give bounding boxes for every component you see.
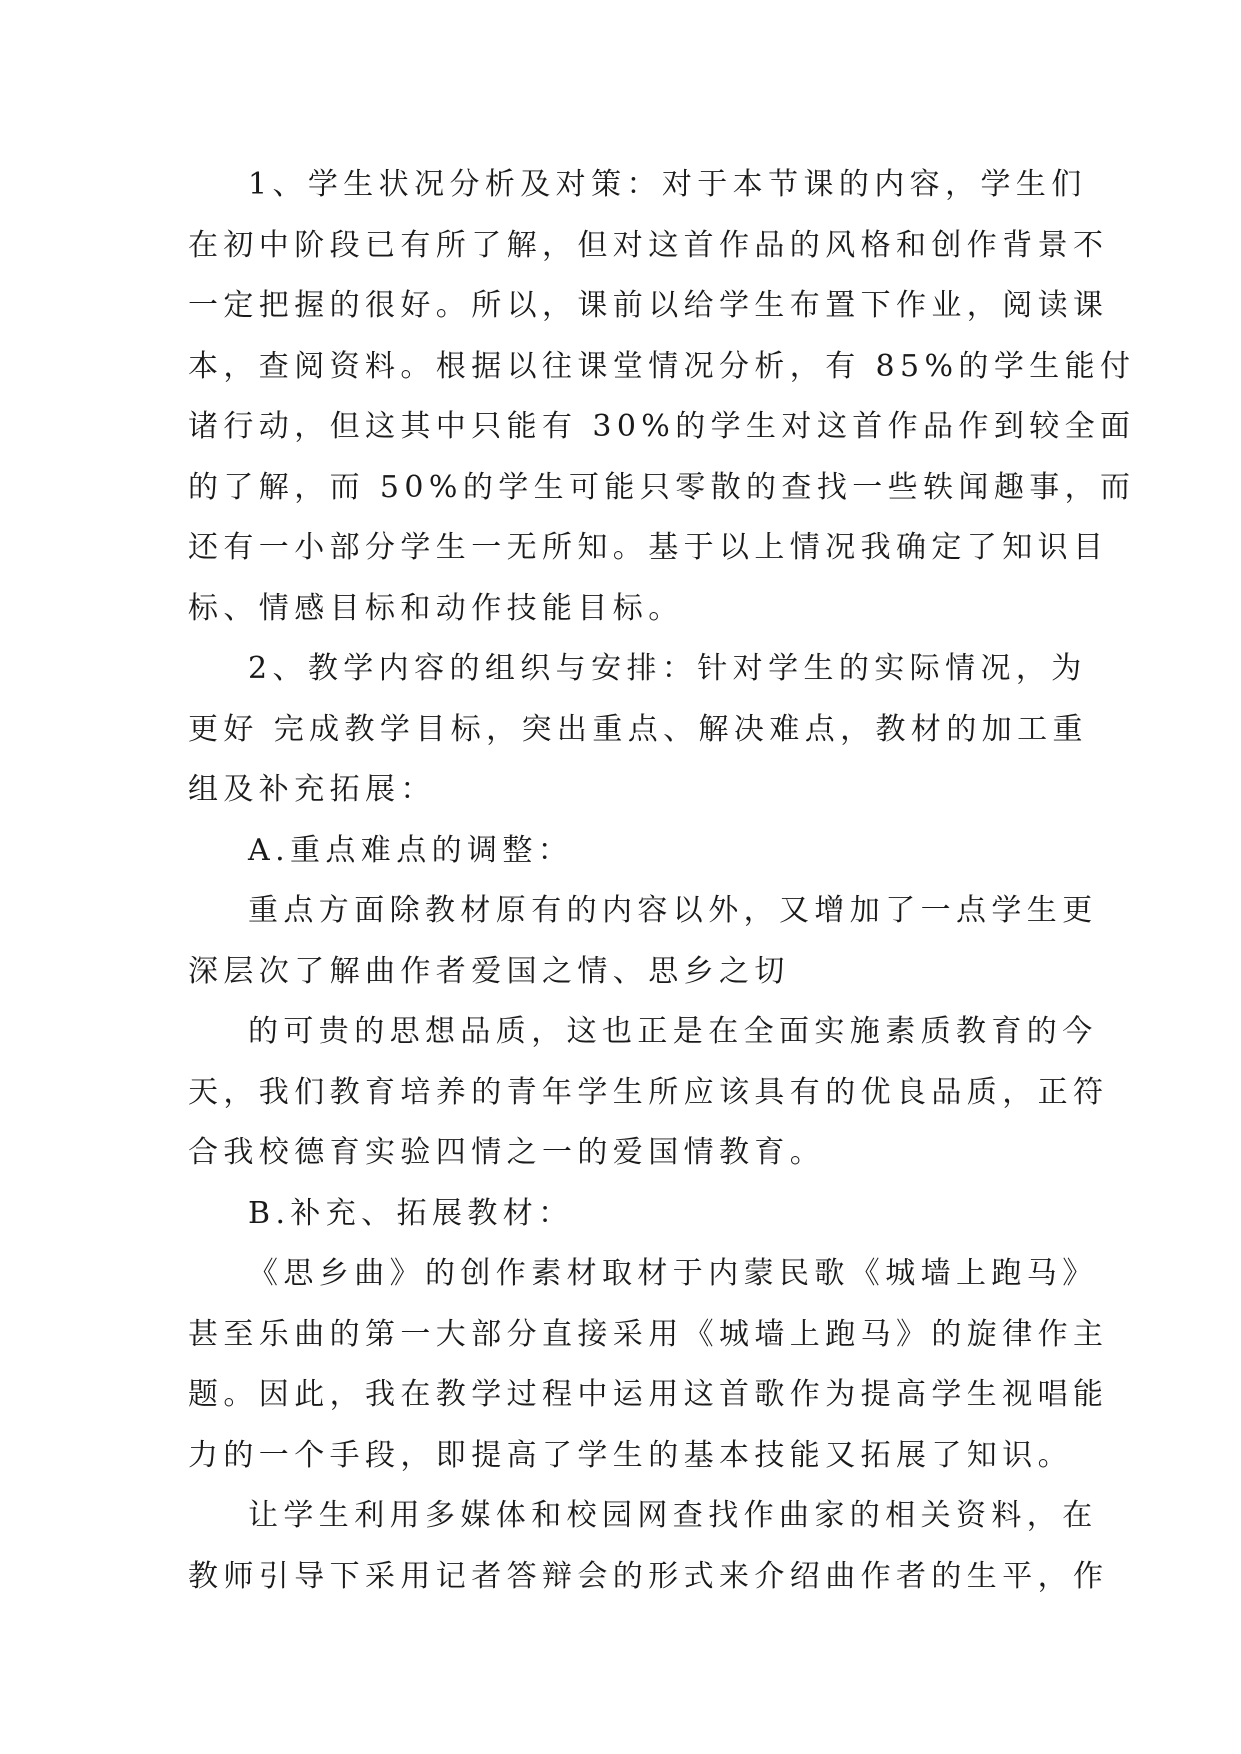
text-line: 的了解，而 50%的学生可能只零散的查找一些轶闻趣事，而 — [188, 469, 1136, 505]
text-line: 本，查阅资料。根据以往课堂情况分析，有 85%的学生能付 — [188, 348, 1136, 384]
text-line: 组及补充拓展： — [188, 772, 436, 807]
text-line: 诸行动，但这其中只能有 30%的学生对这首作品作到较全面 — [188, 409, 1136, 444]
text-line: 合我校德育实验四情之一的爱国情教育。 — [188, 1135, 826, 1170]
text-line: 重点方面除教材原有的内容以外，又增加了一点学生更 — [248, 893, 1098, 928]
text-line: 天，我们教育培养的青年学生所应该具有的优良品质，正符 — [188, 1074, 1109, 1110]
text-line: 让学生利用多媒体和校园网查找作曲家的相关资料，在 — [248, 1498, 1098, 1533]
text-line: 更好 完成教学目标，突出重点、解决难点，教材的加工重 — [188, 711, 1088, 747]
text-line: 还有一小部分学生一无所知。基于以上情况我确定了知识目 — [188, 530, 1109, 565]
text-line: 深层次了解曲作者爱国之情、思乡之切 — [188, 953, 790, 989]
text-line: 的可贵的思想品质，这也正是在全面实施素质教育的今 — [248, 1014, 1098, 1049]
text-line: 标、情感目标和动作技能目标。 — [188, 590, 684, 626]
section-heading-b: B.补充、拓展教材： — [248, 1195, 574, 1231]
text-line: 在初中阶段已有所了解，但对这首作品的风格和创作背景不 — [188, 227, 1109, 263]
text-line: 教师引导下采用记者答辩会的形式来介绍曲作者的生平，作 — [188, 1558, 1109, 1594]
text-line: 一定把握的很好。所以，课前以给学生布置下作业，阅读课 — [188, 288, 1109, 323]
text-line: 甚至乐曲的第一大部分直接采用《城墙上跑马》的旋律作主 — [188, 1316, 1109, 1352]
section-heading-a: A.重点难点的调整： — [248, 832, 574, 868]
text-line: 2、教学内容的组织与安排：针对学生的实际情况，为 — [248, 651, 1087, 686]
document-body — [188, 155, 1136, 1607]
text-line: 1、学生状况分析及对策：对于本节课的内容，学生们 — [248, 167, 1087, 202]
text-line: 题。因此，我在教学过程中运用这首歌作为提高学生视唱能 — [188, 1377, 1109, 1412]
text-line: 《思乡曲》的创作素材取材于内蒙民歌《城墙上跑马》 — [248, 1256, 1098, 1291]
text-line: 力的一个手段，即提高了学生的基本技能又拓展了知识。 — [188, 1437, 1073, 1473]
